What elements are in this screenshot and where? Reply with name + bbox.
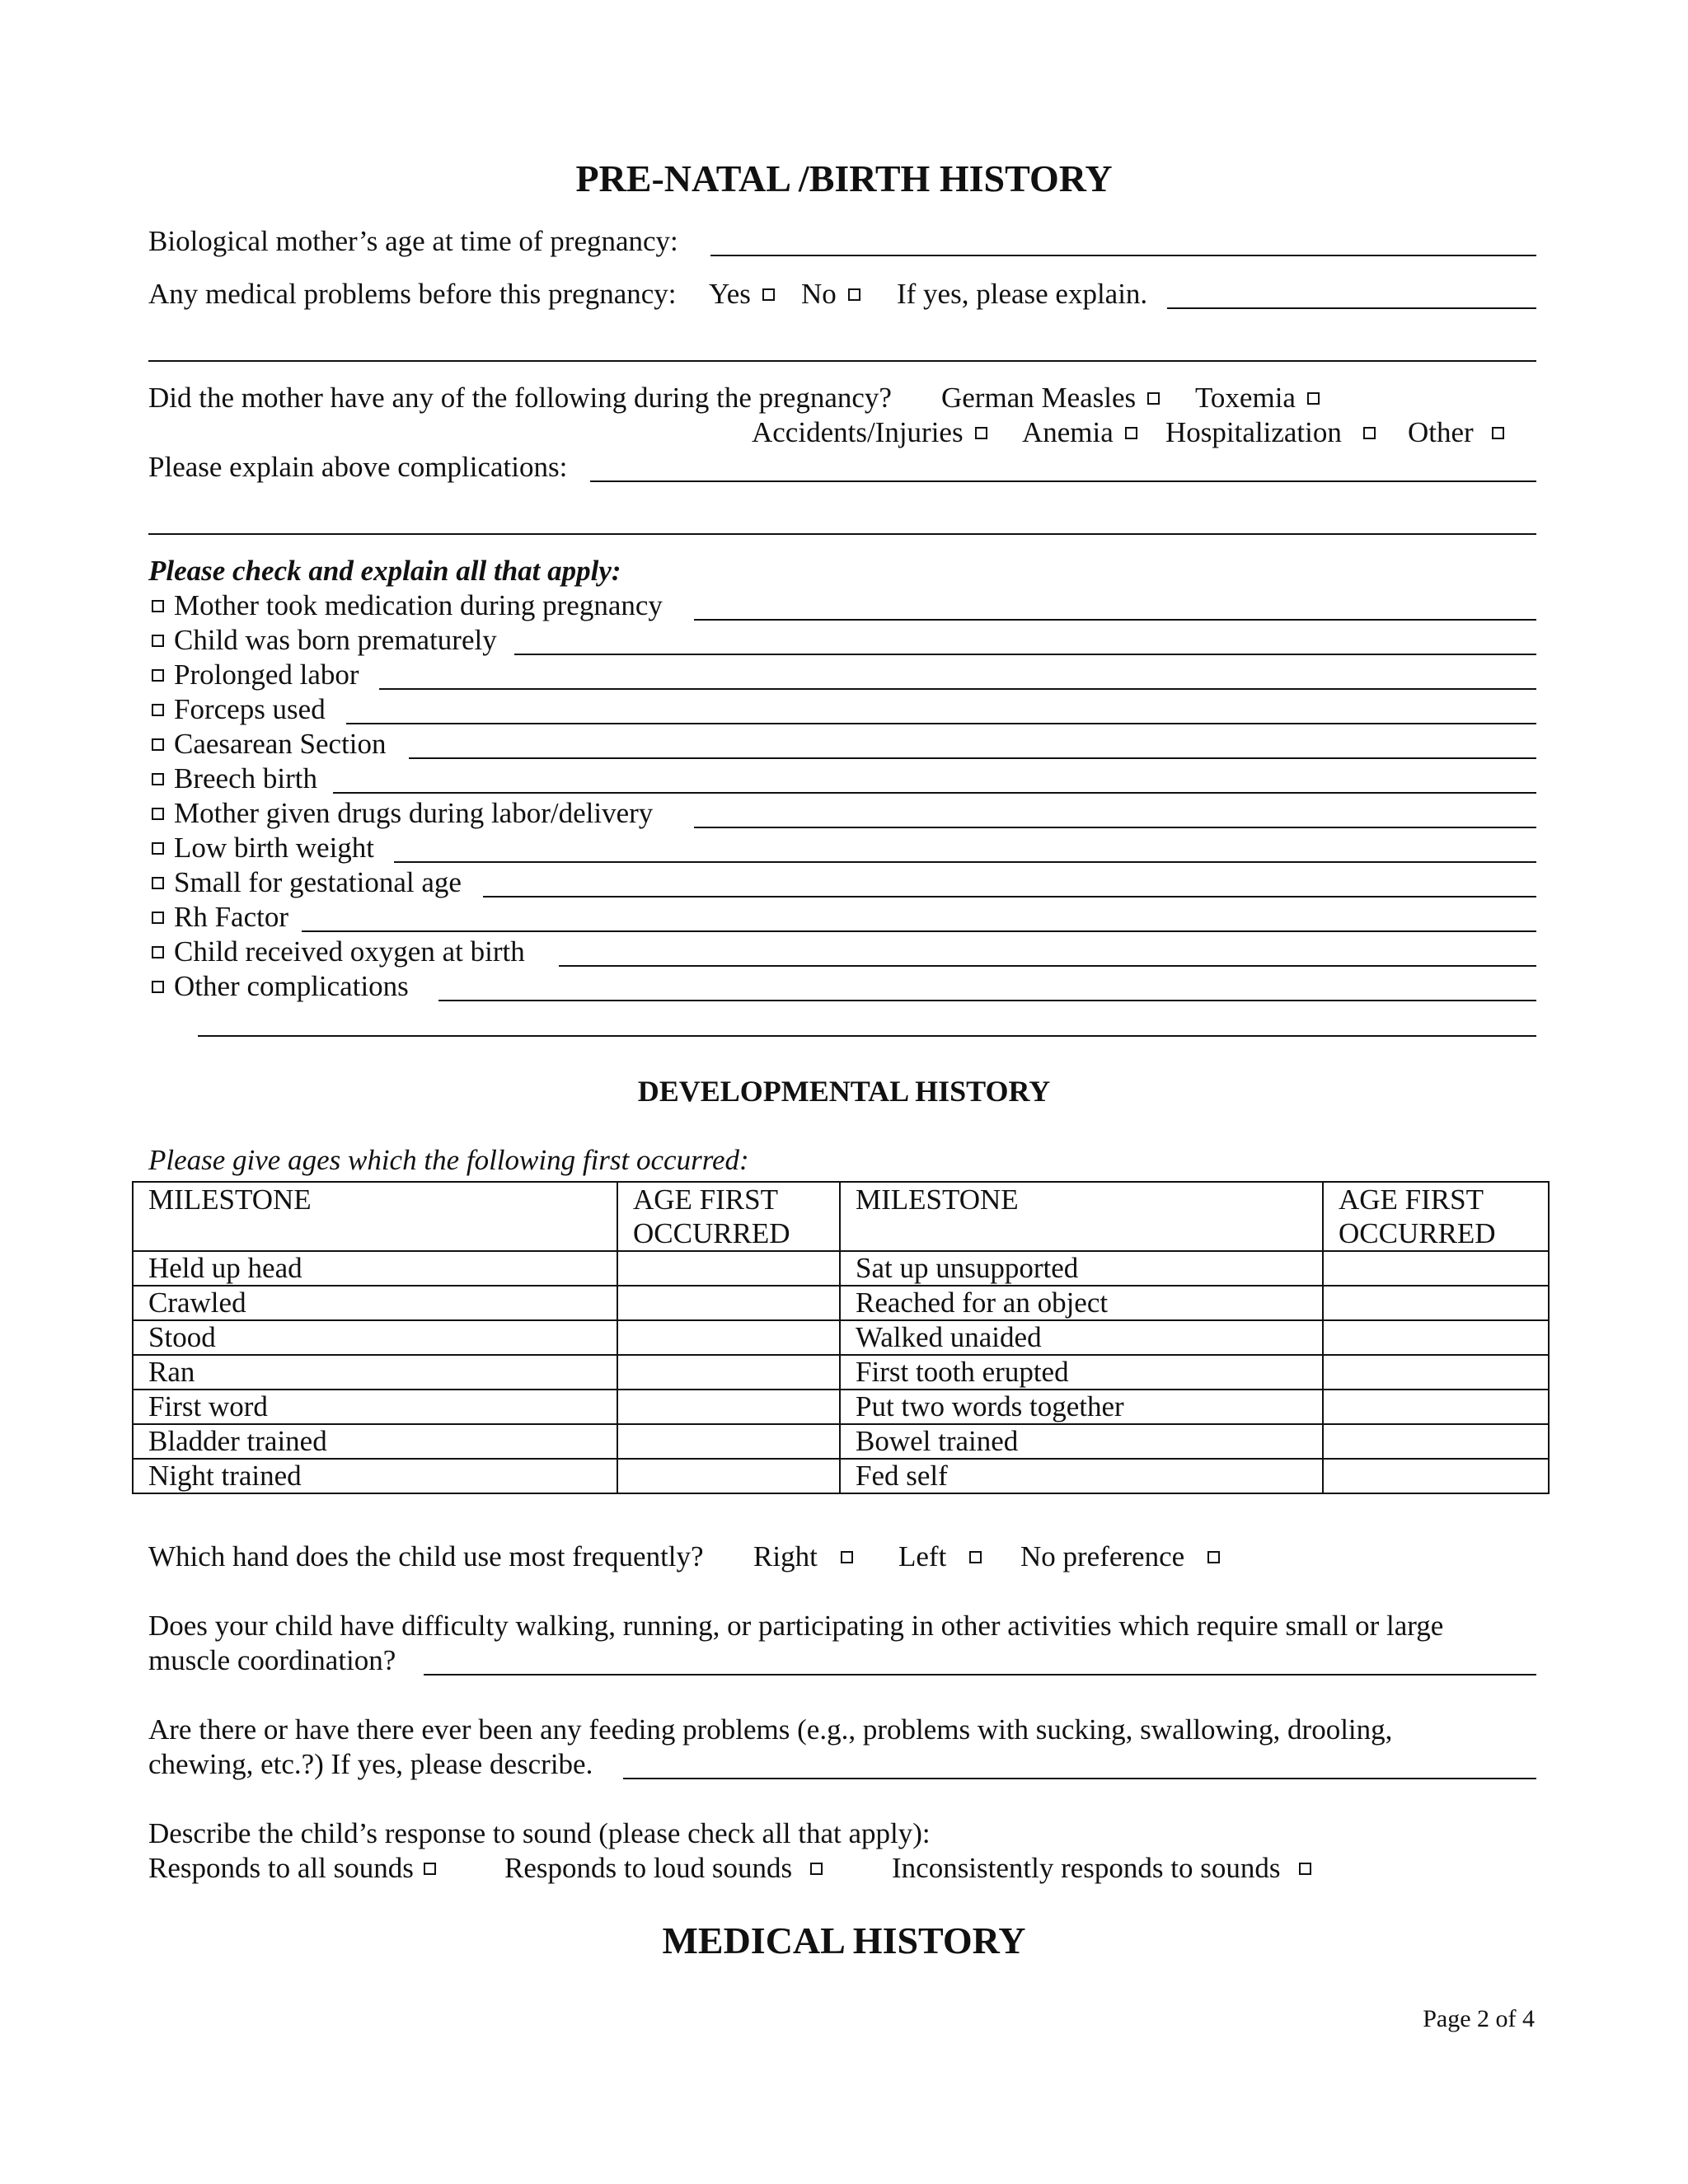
coordination-question-cont: muscle coordination?	[148, 1644, 396, 1676]
hand-question: Which hand does the child use most frequently?	[148, 1540, 704, 1572]
small-gestational-explain-field[interactable]	[483, 896, 1536, 898]
checkbox-hospitalization[interactable]	[1363, 427, 1376, 439]
table-row	[133, 1459, 1549, 1493]
milestones-table	[132, 1181, 1550, 1494]
checkbox-forceps[interactable]	[147, 698, 170, 721]
feeding-field[interactable]	[623, 1778, 1536, 1779]
age-cell[interactable]	[1323, 1390, 1549, 1424]
mother-age-label: Biological mother’s age at time of pregnancy:	[148, 225, 678, 257]
condition-label: Hospitalization	[1165, 416, 1342, 448]
milestone-cell: Held up head	[133, 1251, 617, 1286]
medical-title: MEDICAL HISTORY	[662, 1919, 1026, 1961]
check-item-forceps: Forceps used	[174, 693, 326, 725]
checkbox-other-complications[interactable]	[147, 975, 170, 998]
condition-anemia[interactable]	[1022, 415, 1137, 450]
checkbox-inconsistent-sounds[interactable]	[1299, 1863, 1311, 1875]
milestone-cell: Walked unaided	[840, 1320, 1323, 1355]
checkbox-medication[interactable]	[147, 594, 170, 617]
condition-label: Toxemia	[1195, 382, 1296, 414]
sound-option-inconsistent[interactable]	[892, 1851, 1311, 1886]
checkbox-no-preference[interactable]	[1207, 1551, 1220, 1563]
milestone-cell: Fed self	[840, 1459, 1323, 1493]
checkbox-drugs-labor[interactable]	[147, 802, 170, 825]
milestone-cell: Bladder trained	[133, 1424, 617, 1459]
medical-problems-explain-field-2[interactable]	[148, 360, 1536, 362]
checkbox-yes[interactable]	[762, 288, 775, 301]
checkbox-toxemia[interactable]	[1307, 392, 1320, 405]
medical-problems-explain-field[interactable]	[1167, 307, 1536, 309]
feeding-question: Are there or have there ever been any feeding problems (e.g., problems with sucking, swallowing, drooling,	[148, 1713, 1393, 1746]
milestone-cell: Reached for an object	[840, 1286, 1323, 1320]
condition-toxemia[interactable]	[1195, 381, 1320, 415]
explain-complications-field[interactable]	[590, 480, 1536, 482]
header-milestone: MILESTONE	[133, 1182, 617, 1251]
checkbox-oxygen[interactable]	[147, 940, 170, 963]
oxygen-explain-field[interactable]	[559, 965, 1536, 967]
condition-other[interactable]	[1408, 415, 1504, 450]
checkbox-premature[interactable]	[147, 629, 170, 652]
table-row	[133, 1251, 1549, 1286]
check-item-medication: Mother took medication during pregnancy	[174, 589, 663, 621]
hand-option-label: No preference	[1020, 1540, 1185, 1572]
sound-option-label: Responds to loud sounds	[504, 1852, 793, 1884]
age-cell[interactable]	[617, 1390, 840, 1424]
checkbox-right[interactable]	[841, 1551, 853, 1563]
condition-accidents-injuries[interactable]	[752, 415, 987, 450]
header-age-first-occurred: AGE FIRST OCCURRED	[617, 1182, 840, 1251]
milestone-cell: Sat up unsupported	[840, 1251, 1323, 1286]
sound-option-all[interactable]	[148, 1851, 436, 1886]
sound-option-loud[interactable]	[504, 1851, 823, 1886]
check-item-other-complications: Other complications	[174, 970, 409, 1002]
table-header-row	[133, 1182, 1549, 1251]
check-item-small-gestational: Small for gestational age	[174, 866, 462, 898]
checkbox-no[interactable]	[848, 288, 860, 301]
medical-problems-label: Any medical problems before this pregnancy:	[148, 278, 677, 310]
condition-label: Other	[1408, 416, 1474, 448]
hand-option-label: Left	[898, 1540, 947, 1572]
age-cell[interactable]	[617, 1320, 840, 1355]
age-cell[interactable]	[617, 1286, 840, 1320]
age-cell[interactable]	[1323, 1251, 1549, 1286]
age-cell[interactable]	[617, 1459, 840, 1493]
checkbox-anemia[interactable]	[1125, 427, 1137, 439]
prolonged-labor-explain-field[interactable]	[379, 688, 1536, 690]
checkbox-breech[interactable]	[147, 767, 170, 790]
condition-german-measles[interactable]	[941, 381, 1160, 415]
checkbox-accidents-injuries[interactable]	[975, 427, 987, 439]
age-cell[interactable]	[1323, 1424, 1549, 1459]
age-cell[interactable]	[617, 1355, 840, 1390]
hand-option-no-preference[interactable]	[1020, 1540, 1220, 1574]
condition-label: Accidents/Injuries	[752, 416, 964, 448]
milestone-cell: Put two words together	[840, 1390, 1323, 1424]
milestone-cell: Bowel trained	[840, 1424, 1323, 1459]
check-item-oxygen: Child received oxygen at birth	[174, 935, 525, 968]
age-cell[interactable]	[1323, 1459, 1549, 1493]
explain-complications-label: Please explain above complications:	[148, 451, 568, 483]
medical-problems-no-option[interactable]	[801, 277, 860, 312]
low-birth-weight-explain-field[interactable]	[394, 861, 1536, 863]
developmental-instruction: Please give ages which the following first occurred:	[148, 1144, 749, 1176]
medical-problems-yes-option[interactable]	[709, 277, 775, 312]
mother-age-field[interactable]	[710, 255, 1536, 256]
drugs-labor-explain-field[interactable]	[694, 827, 1536, 828]
check-item-premature: Child was born prematurely	[174, 624, 497, 656]
table-row	[133, 1320, 1549, 1355]
checkbox-left[interactable]	[969, 1551, 982, 1563]
check-item-caesarean: Caesarean Section	[174, 728, 387, 760]
checkbox-small-gestational[interactable]	[147, 871, 170, 894]
rh-factor-explain-field[interactable]	[302, 930, 1536, 932]
table-row	[133, 1355, 1549, 1390]
check-item-rh-factor: Rh Factor	[174, 901, 289, 933]
checkbox-loud-sounds[interactable]	[810, 1863, 823, 1875]
table-row	[133, 1390, 1549, 1424]
condition-label: Anemia	[1022, 416, 1114, 448]
breech-explain-field[interactable]	[333, 792, 1536, 794]
premature-explain-field[interactable]	[514, 654, 1536, 655]
condition-hospitalization[interactable]	[1165, 415, 1376, 450]
no-label: No	[801, 278, 837, 310]
table-row	[133, 1286, 1549, 1320]
developmental-title: DEVELOPMENTAL HISTORY	[637, 1075, 1051, 1108]
if-yes-label: If yes, please explain.	[897, 278, 1148, 310]
header-milestone-2: MILESTONE	[840, 1182, 1323, 1251]
check-item-breech: Breech birth	[174, 762, 317, 794]
other-complications-explain-field[interactable]	[438, 1000, 1536, 1001]
check-item-drugs-labor: Mother given drugs during labor/delivery	[174, 797, 654, 829]
milestone-cell: First word	[133, 1390, 617, 1424]
milestone-cell: First tooth erupted	[840, 1355, 1323, 1390]
age-cell[interactable]	[1323, 1286, 1549, 1320]
medication-explain-field[interactable]	[694, 619, 1536, 621]
sound-option-label: Inconsistently responds to sounds	[892, 1852, 1281, 1884]
checkbox-all-sounds[interactable]	[424, 1863, 436, 1875]
caesarean-explain-field[interactable]	[409, 757, 1536, 759]
check-item-prolonged-labor: Prolonged labor	[174, 658, 359, 691]
sound-option-label: Responds to all sounds	[148, 1852, 414, 1884]
milestone-cell: Crawled	[133, 1286, 617, 1320]
pregnancy-question: Did the mother have any of the following during the pregnancy?	[148, 382, 892, 414]
checkbox-caesarean[interactable]	[147, 733, 170, 756]
age-cell[interactable]	[617, 1424, 840, 1459]
checkbox-prolonged-labor[interactable]	[147, 663, 170, 687]
hand-option-label: Right	[753, 1540, 818, 1572]
yes-label: Yes	[709, 278, 751, 310]
hand-option-left[interactable]	[898, 1540, 982, 1574]
header-age-first-occurred-2: AGE FIRST OCCURRED	[1323, 1182, 1549, 1251]
checkbox-low-birth-weight[interactable]	[147, 837, 170, 860]
table-row	[133, 1424, 1549, 1459]
check-item-low-birth-weight: Low birth weight	[174, 832, 375, 864]
age-cell[interactable]	[1323, 1355, 1549, 1390]
sound-question: Describe the child’s response to sound (please check all that apply):	[148, 1817, 931, 1849]
condition-label: German Measles	[941, 382, 1137, 414]
check-heading: Please check and explain all that apply:	[148, 555, 621, 587]
milestone-cell: Stood	[133, 1320, 617, 1355]
checkbox-other[interactable]	[1492, 427, 1504, 439]
checkbox-rh-factor[interactable]	[147, 906, 170, 929]
milestone-cell: Night trained	[133, 1459, 617, 1493]
age-cell[interactable]	[1323, 1320, 1549, 1355]
age-cell[interactable]	[617, 1251, 840, 1286]
coordination-question: Does your child have difficulty walking, running, or participating in other activities which require small or large	[148, 1610, 1444, 1642]
checkbox-german-measles[interactable]	[1147, 392, 1160, 405]
milestone-cell: Ran	[133, 1355, 617, 1390]
prenatal-title: PRE-NATAL /BIRTH HISTORY	[575, 157, 1113, 199]
feeding-question-cont: chewing, etc.?) If yes, please describe.	[148, 1748, 593, 1780]
explain-complications-field-2[interactable]	[148, 533, 1536, 535]
forceps-explain-field[interactable]	[346, 723, 1536, 724]
other-complications-explain-field-2[interactable]	[198, 1035, 1536, 1037]
page-number: Page 2 of 4	[1423, 2005, 1535, 2032]
hand-option-right[interactable]	[753, 1540, 853, 1574]
coordination-field[interactable]	[424, 1674, 1536, 1675]
